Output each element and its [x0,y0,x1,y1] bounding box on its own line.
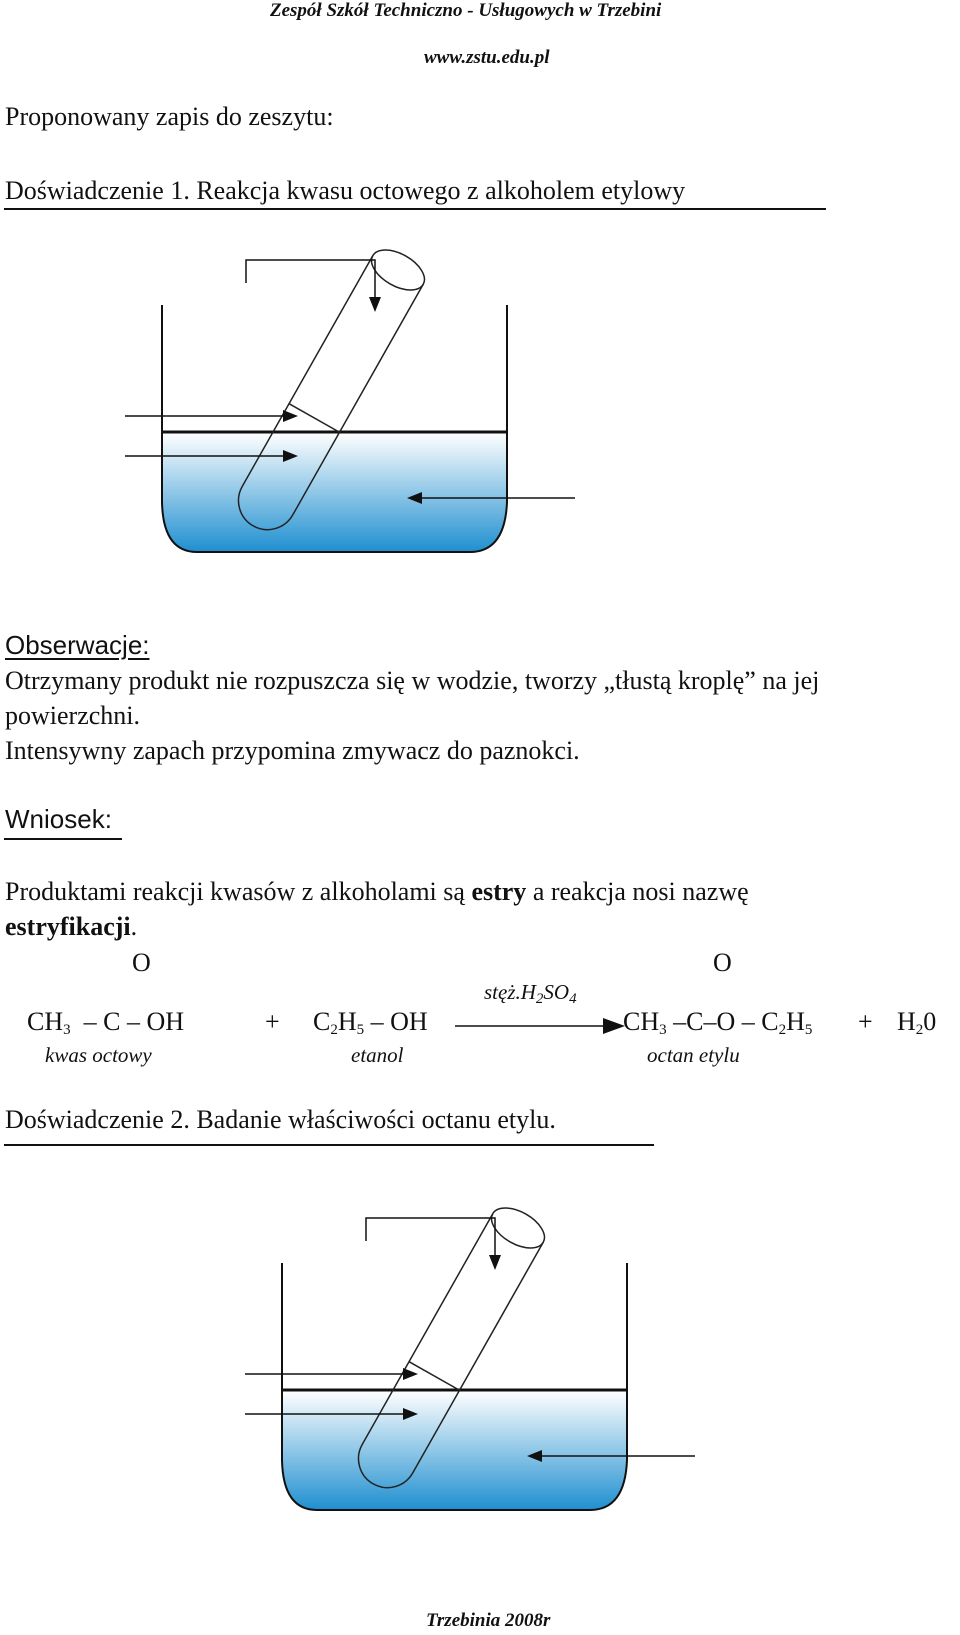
arrow-top-head [489,1255,501,1270]
arrow-top-head [369,297,381,312]
observations-line2: powierzchni. [5,701,141,730]
observations-heading: Obserwacje: [5,630,150,660]
footer-place-date: Trzebinia 2008r [426,1610,551,1631]
label-ethanol: etanol [351,1043,404,1067]
carbonyl-o-right: O [713,948,732,977]
experiment1-underline [4,208,826,210]
liquid-level [409,1362,459,1391]
acetic-acid-formula: $CH_3$ – C – OH [27,1007,185,1038]
water [282,1391,627,1510]
water [162,433,507,552]
plus-sign-1: + [265,1007,280,1036]
experiment1-title: Doświadczenie 1. Reakcja kwasu octowego z alkoholem etylowy [5,176,686,205]
arrow-left-1-head [403,1368,418,1380]
conclusion-underline [4,838,122,840]
arrow-left-1-head [283,410,298,422]
observations-line3: Intensywny zapach przypomina zmywacz do paznokci. [5,736,580,765]
experiment1-diagram [0,240,960,640]
header-website: www.zstu.edu.pl [424,47,550,68]
header-school: Zespół Szkół Techniczno - Usługowych w Trzebini [270,0,662,21]
reaction-arrow [455,1016,635,1036]
plus-sign-2: + [858,1007,873,1036]
experiment2-diagram [120,1198,960,1598]
carbonyl-o-left: O [132,948,151,977]
experiment2-title: Doświadczenie 2. Badanie właściwości octanu etylu. [5,1105,556,1134]
water-formula: $H_20$ [897,1007,937,1038]
experiment2-underline [4,1144,654,1146]
catalyst-label: $stęż.H_2SO_4$ [484,980,577,1007]
conclusion-heading: Wniosek: [5,804,112,834]
label-ethyl-acetate: octan etylu [647,1043,740,1067]
ethanol-formula: $C_2H_5$ – OH [313,1007,428,1038]
observations-line1: Otrzymany produkt nie rozpuszcza się w wodzie, tworzy „tłustą kroplę” na jej [5,666,820,695]
conclusion-line1: Produktami reakcji kwasów z alkoholami są estry a reakcja nosi nazwę [5,877,749,906]
ethyl-acetate-formula: $CH_3$ $-C-O - C_2H_5$ [623,1007,813,1038]
label-acetic-acid: kwas octowy [45,1043,152,1067]
conclusion-line2: estryfikacji. [5,912,138,941]
liquid-level [289,404,339,433]
intro-text: Proponowany zapis do zeszytu: [5,102,334,131]
